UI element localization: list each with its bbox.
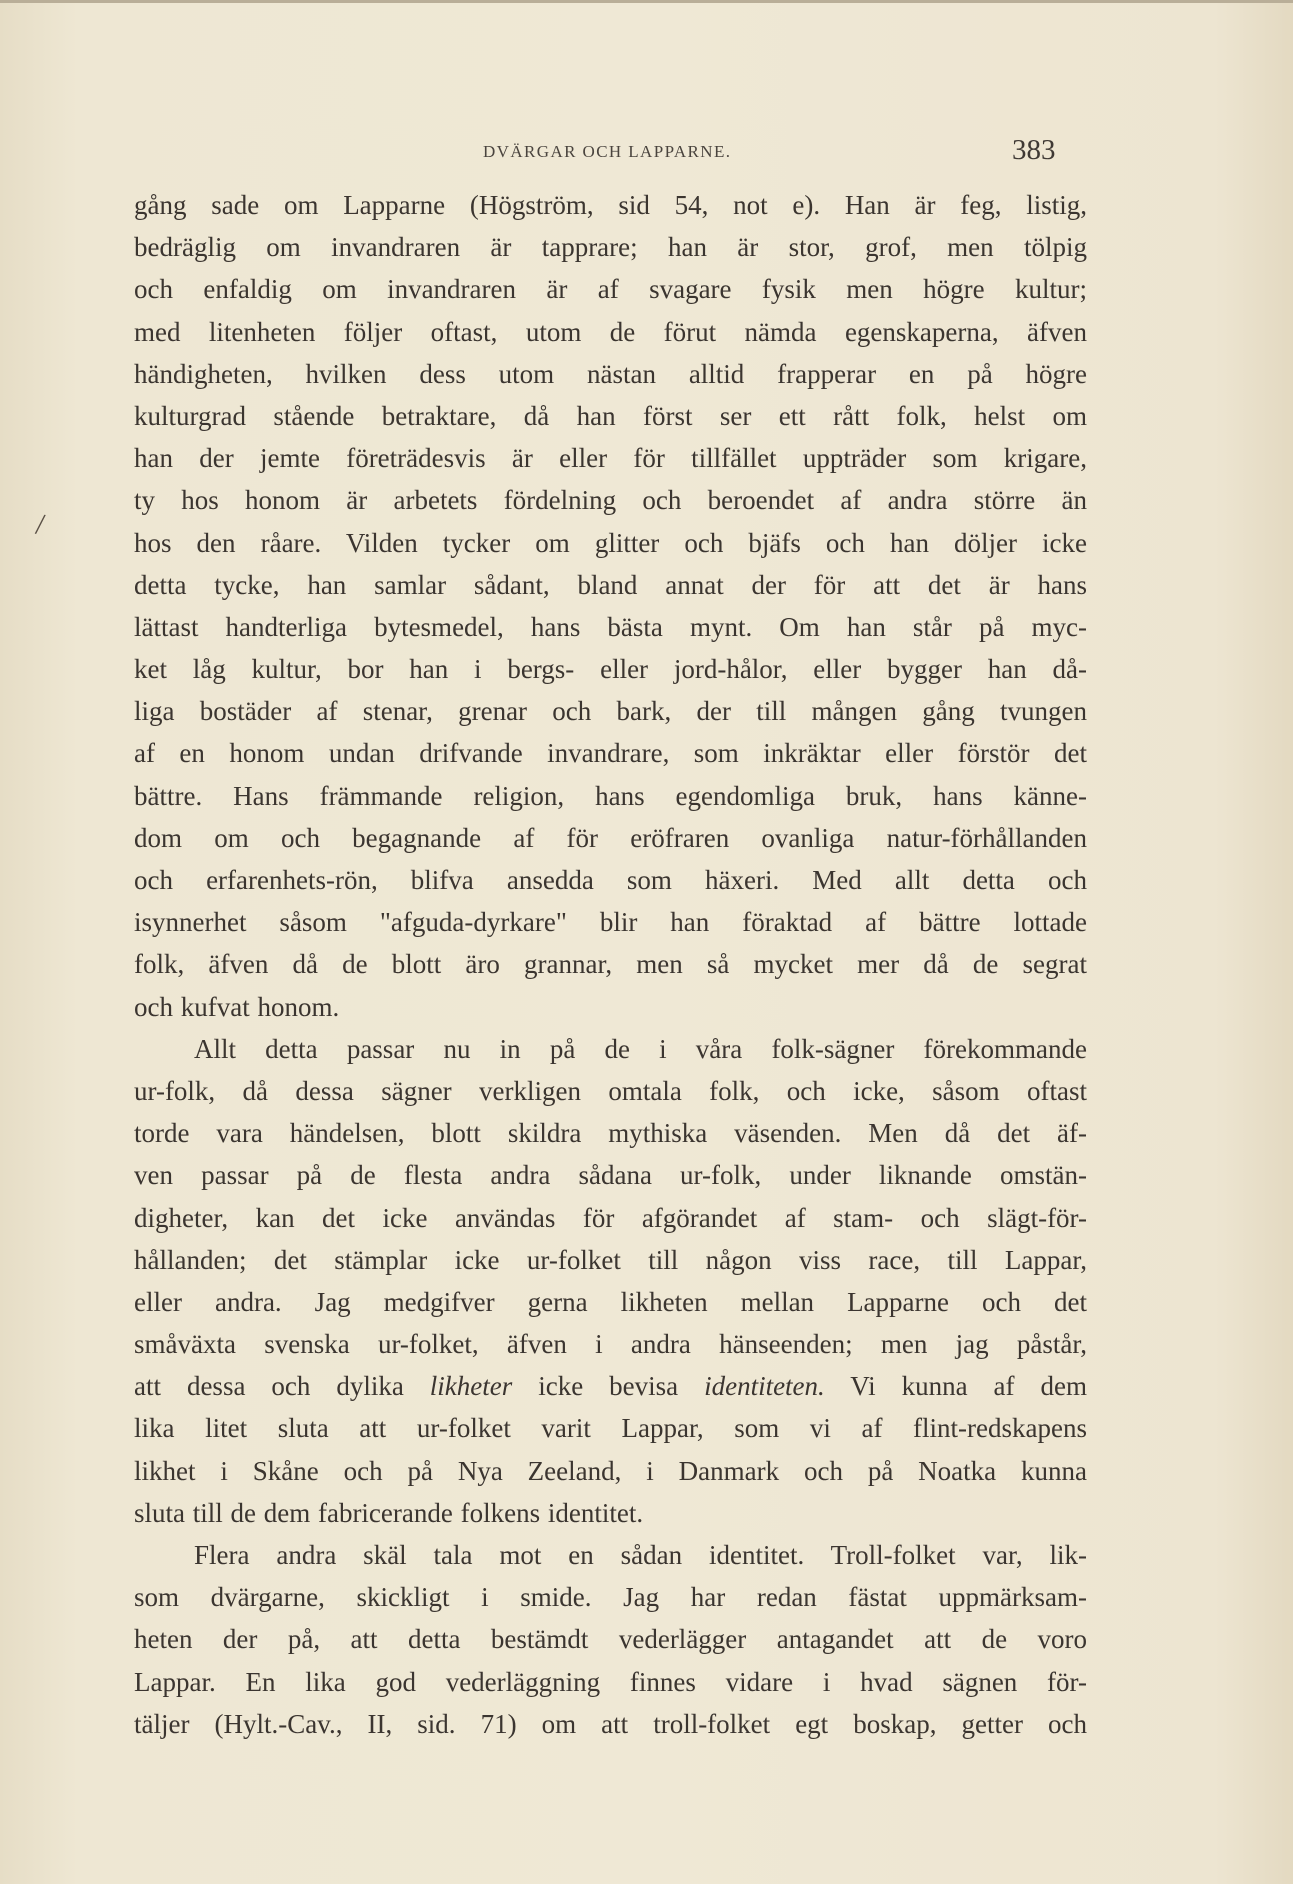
italic-term-identiteten: identiteten. <box>704 1371 825 1402</box>
page-top-edge <box>0 0 1293 3</box>
text-line: folk, äfven då de blott äro grannar, men så mycket mer då de segrat <box>134 949 1087 980</box>
text-line: hos den råare. Vilden tycker om glitter och bjäfs och han döljer icke <box>134 527 1087 558</box>
paragraph-last-line: och kufvat honom. <box>134 991 340 1022</box>
text-line: isynnerhet såsom "afguda-dyrkare" blir han föraktad af bättre lottade <box>134 907 1087 938</box>
paragraph-last-line: sluta till de dem fabricerande folkens identitet. <box>134 1497 644 1528</box>
paragraph-first-line: Flera andra skäl tala mot en sådan identitet. Troll-folket var, lik- <box>194 1540 1087 1570</box>
text-line: småväxta svenska ur-folket, äfven i andra hänseenden; men jag påstår, <box>134 1329 1087 1360</box>
text-line: bedräglig om invandraren är tapprare; han är stor, grof, men tölpig <box>134 232 1087 263</box>
text-line: lättast handterliga bytesmedel, hans bästa mynt. Om han står på myc- <box>134 611 1087 642</box>
text-line: gång sade om Lapparne (Högström, sid 54, not e). Han är feg, listig, <box>134 190 1087 220</box>
text-line: hållanden; det stämplar icke ur-folket till någon viss race, till Lappar, <box>134 1244 1087 1275</box>
text-segment: Vi kunna af dem <box>824 1371 1087 1402</box>
text-line: ty hos honom är arbetets fördelning och beroendet af andra större än <box>134 485 1087 516</box>
text-line-with-italics <box>134 1365 1087 1407</box>
text-line: som dvärgarne, skickligt i smide. Jag har redan fästat uppmärksam- <box>134 1582 1087 1613</box>
text-line: likhet i Skåne och på Nya Zeeland, i Danmark och på Noatka kunna <box>134 1455 1087 1486</box>
text-segment: icke bevisa <box>512 1371 705 1402</box>
margin-pencil-mark: / <box>33 507 47 542</box>
body-text <box>134 184 1087 1745</box>
text-line: digheter, kan det icke användas för afgörandet af stam- och slägt-för- <box>134 1202 1087 1233</box>
text-line: torde vara händelsen, blott skildra mythiska väsenden. Men då det äf- <box>134 1118 1087 1149</box>
text-segment: att dessa och dylika <box>134 1371 430 1402</box>
text-line: bättre. Hans främmande religion, hans egendomliga bruk, hans känne- <box>134 780 1087 811</box>
text-line: Lappar. En lika god vederläggning finnes vidare i hvad sägnen för- <box>134 1666 1087 1697</box>
page-header <box>0 134 1293 174</box>
text-line: heten der på, att detta bestämdt vederlägger antagandet att de voro <box>134 1624 1087 1655</box>
text-line: med litenheten följer oftast, utom de förut nämda egenskaperna, äfven <box>134 316 1087 347</box>
paragraph-first-line: Allt detta passar nu in på de i våra folk-sägner förekommande <box>194 1033 1087 1064</box>
text-line: och enfaldig om invandraren är af svagare fysik men högre kultur; <box>134 274 1087 305</box>
text-line: detta tycke, han samlar sådant, bland annat der för att det är hans <box>134 569 1087 600</box>
text-line: och erfarenhets-rön, blifva ansedda som häxeri. Med allt detta och <box>134 865 1087 895</box>
text-line: eller andra. Jag medgifver gerna likheten mellan Lapparne och det <box>134 1286 1087 1317</box>
text-line: ur-folk, då dessa sägner verkligen omtala folk, och icke, såsom oftast <box>134 1075 1087 1106</box>
text-line: kulturgrad stående betraktare, då han först ser ett rått folk, helst om <box>134 400 1087 431</box>
page-number: 383 <box>1012 134 1056 166</box>
italic-term-likheter: likheter <box>429 1371 513 1402</box>
text-line: ven passar på de flesta andra sådana ur-folk, under liknande omstän- <box>134 1160 1087 1191</box>
running-title: DVÄRGAR OCH LAPPARNE. <box>483 142 732 161</box>
text-line: händigheten, hvilken dess utom nästan alltid frapperar en på högre <box>134 358 1087 389</box>
text-line: lika litet sluta att ur-folket varit Lappar, som vi af flint-redskapens <box>134 1413 1087 1444</box>
text-line: dom om och begagnande af för eröfraren ovanliga natur-förhållanden <box>134 822 1087 853</box>
text-line: ket låg kultur, bor han i bergs- eller jord-hålor, eller bygger han då- <box>134 654 1087 685</box>
text-line: liga bostäder af stenar, grenar och bark, der till mången gång tvungen <box>134 696 1087 727</box>
text-line: han der jemte företrädesvis är eller för tillfället uppträder som krigare, <box>134 443 1087 474</box>
text-line: täljer (Hylt.-Cav., II, sid. 71) om att troll-folket egt boskap, getter och <box>134 1708 1087 1739</box>
text-line: af en honom undan drifvande invandrare, som inkräktar eller förstör det <box>134 738 1087 769</box>
